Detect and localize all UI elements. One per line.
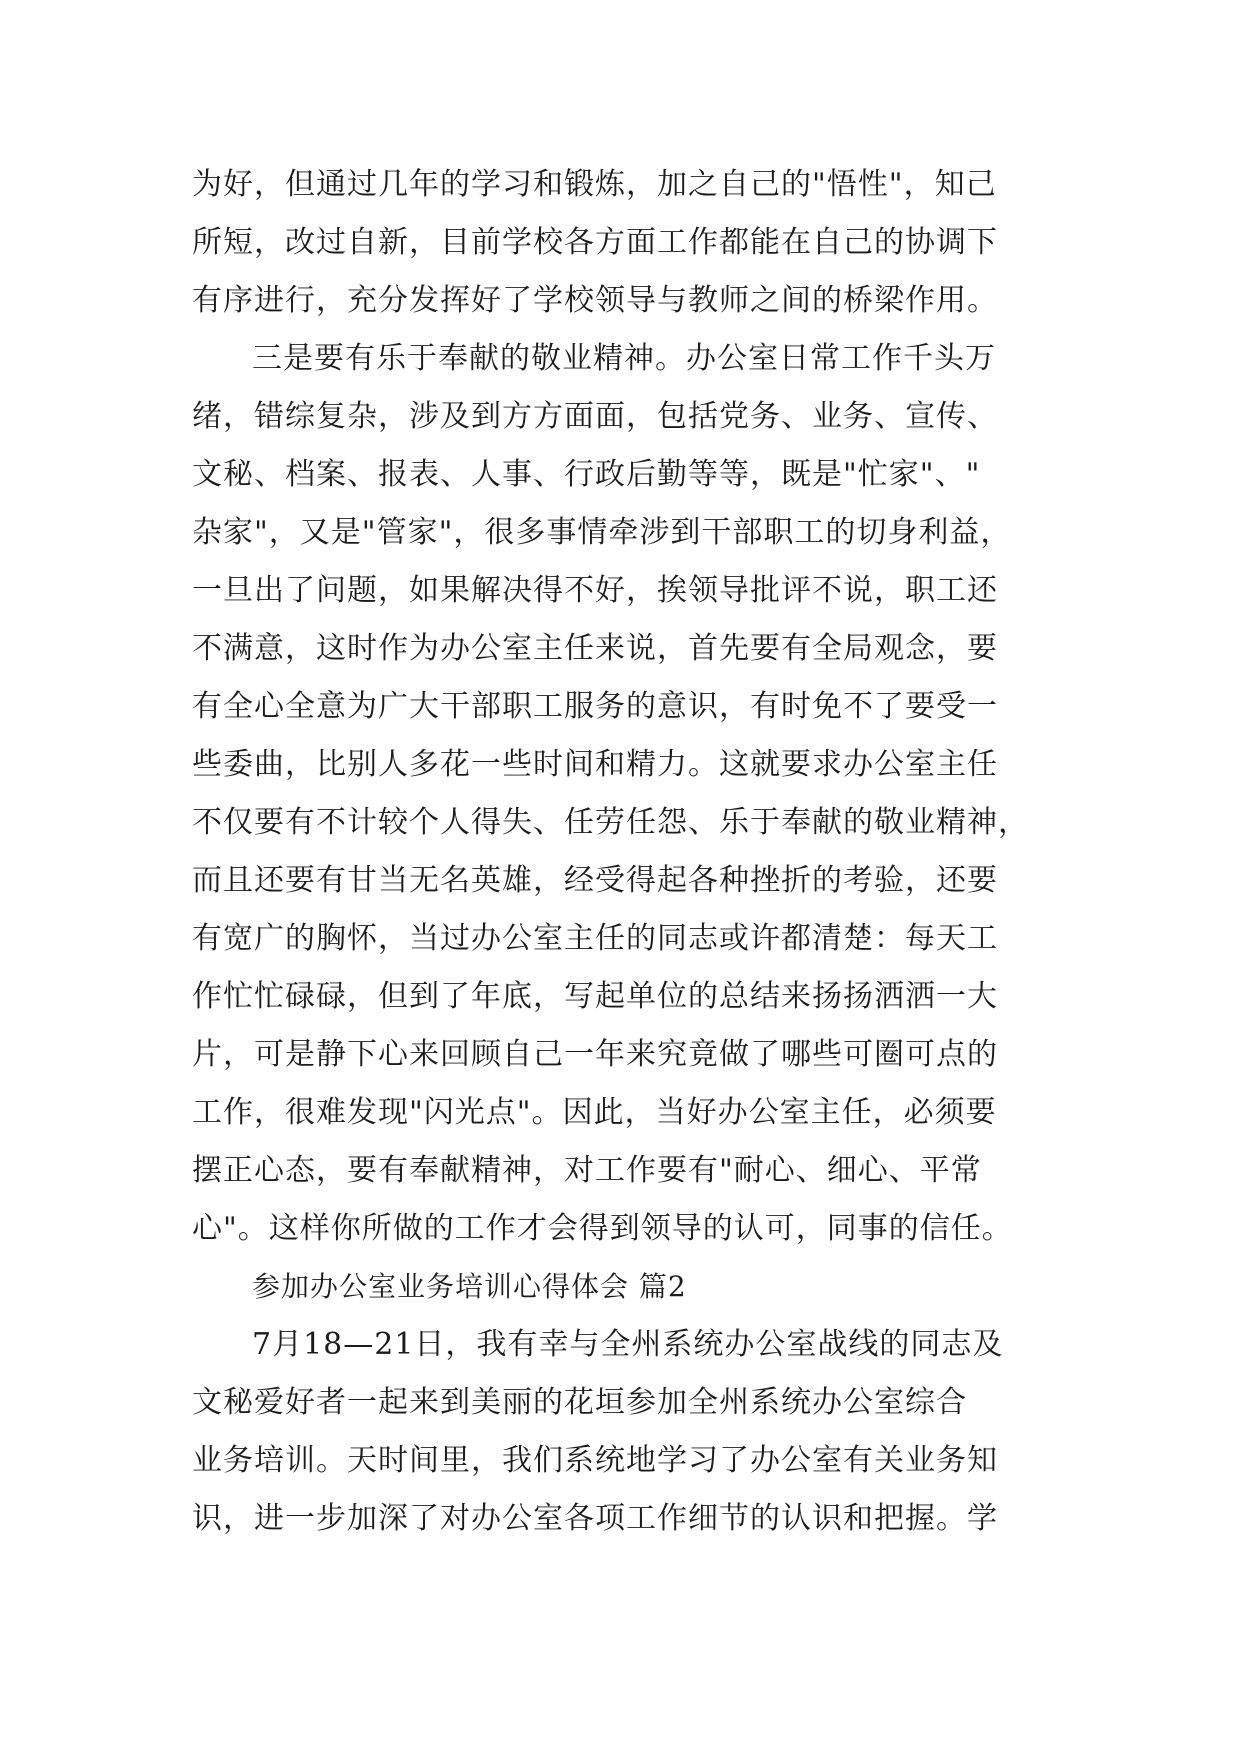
text-line: 有宽广的胸怀，当过办公室主任的同志或许都清楚：每天工	[192, 921, 998, 956]
body-text	[192, 156, 1062, 1548]
section-heading: 参加办公室业务培训心得体会 篇2	[252, 1270, 687, 1303]
text-line: 一旦出了问题，如果解决得不好，挨领导批评不说，职工还	[192, 573, 998, 608]
text-line: 为好，但通过几年的学习和锻炼，加之自己的"悟性"，知己	[192, 167, 997, 202]
text-line: 三是要有乐于奉献的敬业精神。办公室日常工作千头万	[252, 341, 996, 376]
text-line: 有序进行，充分发挥好了学校领导与教师之间的桥梁作用。	[192, 283, 998, 318]
text-line: 绪，错综复杂，涉及到方方面面，包括党务、业务、宣传、	[192, 399, 998, 434]
text-line: 文秘爱好者一起来到美丽的花垣参加全州系统办公室综合	[192, 1385, 967, 1420]
text-line: 7月18—21日，我有幸与全州系统办公室战线的同志及	[252, 1327, 1004, 1362]
text-line: 业务培训。天时间里，我们系统地学习了办公室有关业务知	[192, 1443, 998, 1478]
text-line: 杂家"，又是"管家"，很多事情牵涉到干部职工的切身利益，	[192, 515, 1012, 550]
text-line: 作忙忙碌碌，但到了年底，写起单位的总结来扬扬洒洒一大	[192, 979, 998, 1014]
text-line: 不满意，这时作为办公室主任来说，首先要有全局观念，要	[192, 631, 998, 666]
text-line: 工作，很难发现"闪光点"。因此，当好办公室主任，必须要	[192, 1095, 997, 1130]
text-line: 些委曲，比别人多花一些时间和精力。这就要求办公室主任	[192, 747, 998, 782]
text-line: 片，可是静下心来回顾自己一年来究竟做了哪些可圈可点的	[192, 1037, 998, 1072]
text-line: 所短，改过自新，目前学校各方面工作都能在自己的协调下	[192, 225, 998, 260]
text-line: 文秘、档案、报表、人事、行政后勤等等，既是"忙家"、"	[192, 457, 981, 492]
text-line: 心"。这样你所做的工作才会得到领导的认可，同事的信任。	[192, 1211, 1013, 1246]
text-line: 识，进一步加深了对办公室各项工作细节的认识和把握。学	[192, 1501, 998, 1536]
text-line: 而且还要有甘当无名英雄，经受得起各种挫折的考验，还要	[192, 863, 998, 898]
text-line: 摆正心态，要有奉献精神，对工作要有"耐心、细心、平常	[192, 1153, 982, 1188]
text-line: 有全心全意为广大干部职工服务的意识，有时免不了要受一	[192, 689, 998, 724]
text-line: 不仅要有不计较个人得失、任劳任怨、乐于奉献的敬业精神，	[192, 805, 1029, 840]
